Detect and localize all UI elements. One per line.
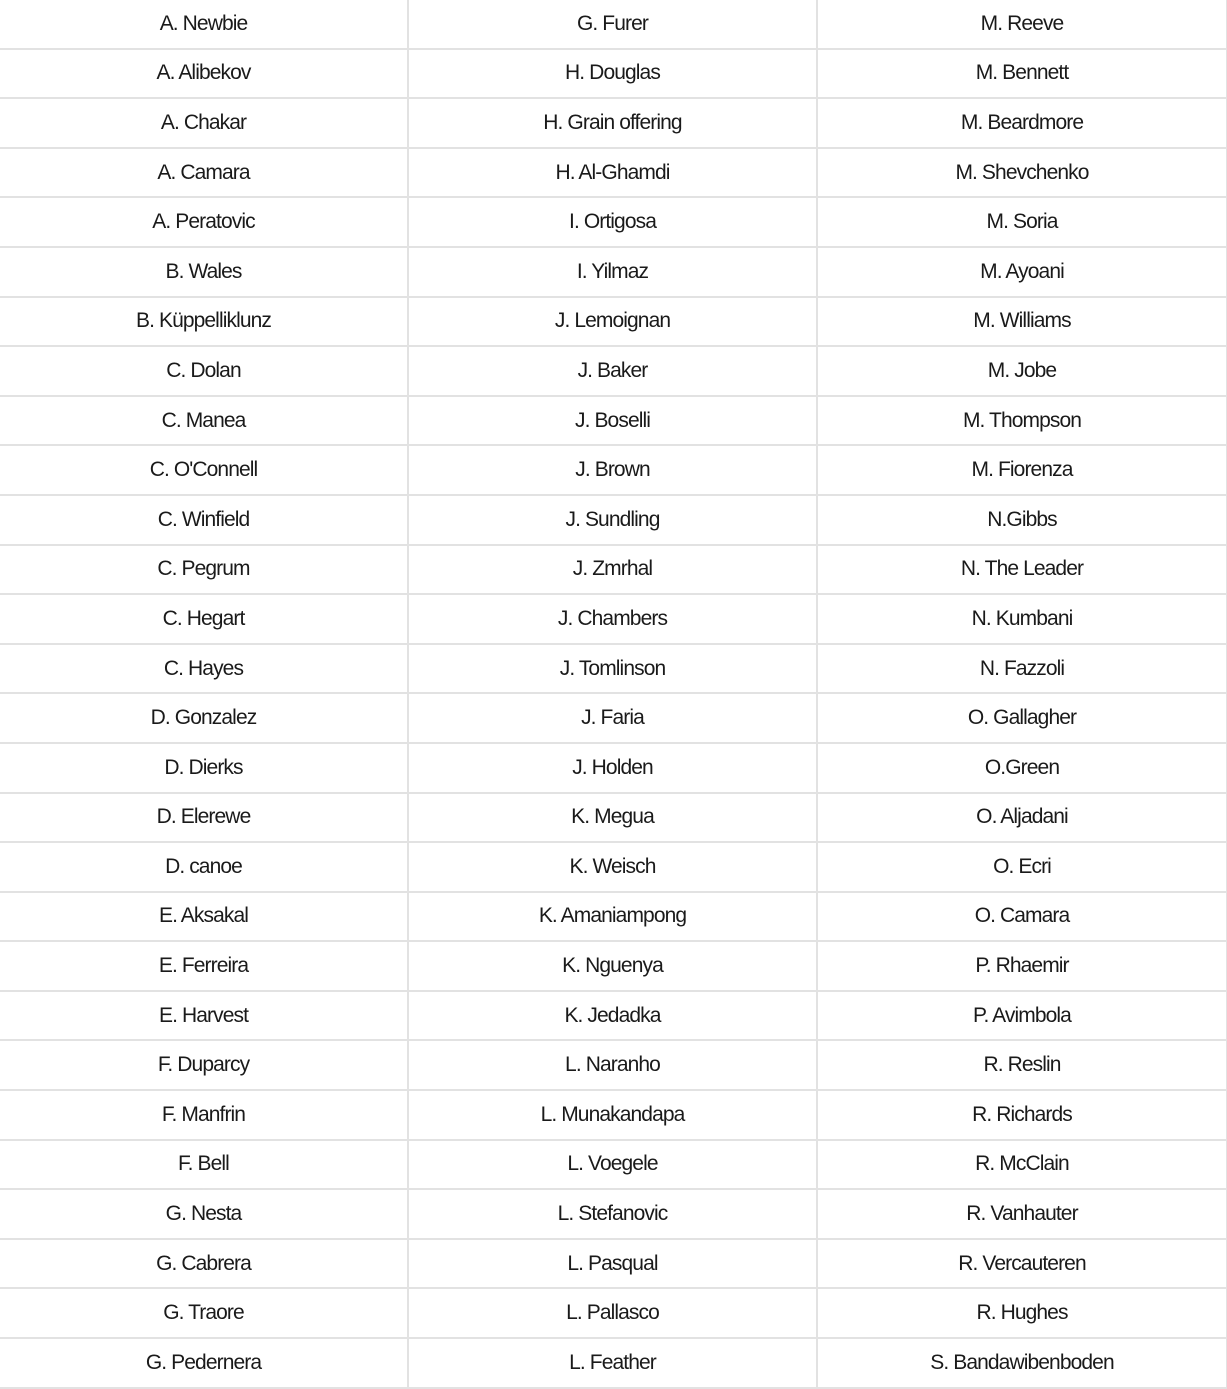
table-row	[0, 247, 1227, 297]
name-cell: M. Bennett	[817, 49, 1227, 99]
name-cell: E. Aksakal	[0, 892, 408, 942]
name-cell: F. Bell	[0, 1140, 408, 1190]
table-row	[0, 1288, 1227, 1338]
name-cell: D. Dierks	[0, 743, 408, 793]
name-cell: M. Soria	[817, 197, 1227, 247]
name-cell: G. Pedernera	[0, 1338, 408, 1388]
name-cell: G. Cabrera	[0, 1239, 408, 1289]
table-row	[0, 892, 1227, 942]
name-cell: R. Vercauteren	[817, 1239, 1227, 1289]
name-cell: O. Gallagher	[817, 693, 1227, 743]
name-cell: O. Ecri	[817, 842, 1227, 892]
name-cell: M. Beardmore	[817, 98, 1227, 148]
name-cell: O. Camara	[817, 892, 1227, 942]
name-cell: L. Naranho	[408, 1040, 817, 1090]
name-cell: C. Hegart	[0, 594, 408, 644]
name-cell: J. Zmrhal	[408, 545, 817, 595]
name-cell: B. Küppelliklunz	[0, 297, 408, 347]
name-cell: G. Furer	[408, 0, 817, 49]
name-cell: C. Dolan	[0, 346, 408, 396]
table-row	[0, 197, 1227, 247]
table-row	[0, 941, 1227, 991]
name-cell: M. Ayoani	[817, 247, 1227, 297]
name-cell: L. Voegele	[408, 1140, 817, 1190]
name-cell: D. canoe	[0, 842, 408, 892]
name-cell: M. Fiorenza	[817, 445, 1227, 495]
table-row	[0, 693, 1227, 743]
name-cell: P. Rhaemir	[817, 941, 1227, 991]
name-cell: J. Boselli	[408, 396, 817, 446]
name-cell: M. Shevchenko	[817, 148, 1227, 198]
table-row	[0, 1239, 1227, 1289]
name-cell: F. Manfrin	[0, 1090, 408, 1140]
name-cell: L. Pasqual	[408, 1239, 817, 1289]
name-cell: F. Duparcy	[0, 1040, 408, 1090]
table-row	[0, 1040, 1227, 1090]
name-cell: J. Tomlinson	[408, 644, 817, 694]
name-cell: C. Hayes	[0, 644, 408, 694]
name-cell: L. Munakandapa	[408, 1090, 817, 1140]
name-cell: J. Baker	[408, 346, 817, 396]
name-cell: O. Aljadani	[817, 793, 1227, 843]
name-cell: D. Elerewe	[0, 793, 408, 843]
table-row	[0, 148, 1227, 198]
name-cell: R. Richards	[817, 1090, 1227, 1140]
name-cell: L. Stefanovic	[408, 1189, 817, 1239]
name-cell: M. Jobe	[817, 346, 1227, 396]
name-cell: K. Weisch	[408, 842, 817, 892]
table-row	[0, 842, 1227, 892]
name-cell: H. Grain offering	[408, 98, 817, 148]
table-row	[0, 98, 1227, 148]
name-cell: C. Winfield	[0, 495, 408, 545]
table-row	[0, 49, 1227, 99]
name-cell: A. Peratovic	[0, 197, 408, 247]
name-cell: I. Yilmaz	[408, 247, 817, 297]
table-row	[0, 396, 1227, 446]
name-cell: H. Douglas	[408, 49, 817, 99]
name-cell: R. Reslin	[817, 1040, 1227, 1090]
name-cell: J. Sundling	[408, 495, 817, 545]
name-cell: N. Fazzoli	[817, 644, 1227, 694]
name-cell: D. Gonzalez	[0, 693, 408, 743]
name-cell: B. Wales	[0, 247, 408, 297]
name-cell: R. Vanhauter	[817, 1189, 1227, 1239]
name-cell: P. Avimbola	[817, 991, 1227, 1041]
name-cell: J. Chambers	[408, 594, 817, 644]
name-cell: H. Al-Ghamdi	[408, 148, 817, 198]
name-cell: S. Bandawibenboden	[817, 1338, 1227, 1388]
name-cell: K. Megua	[408, 793, 817, 843]
name-cell: A. Newbie	[0, 0, 408, 49]
name-cell: L. Pallasco	[408, 1288, 817, 1338]
name-cell: M. Williams	[817, 297, 1227, 347]
name-cell: G. Nesta	[0, 1189, 408, 1239]
name-cell: J. Faria	[408, 693, 817, 743]
table-row	[0, 297, 1227, 347]
name-cell: N. Kumbani	[817, 594, 1227, 644]
name-cell: E. Harvest	[0, 991, 408, 1041]
name-cell: L. Feather	[408, 1338, 817, 1388]
name-cell: C. Manea	[0, 396, 408, 446]
name-cell: N.Gibbs	[817, 495, 1227, 545]
name-cell: K. Nguenya	[408, 941, 817, 991]
name-cell: M. Thompson	[817, 396, 1227, 446]
table-row	[0, 594, 1227, 644]
name-cell: A. Camara	[0, 148, 408, 198]
name-cell: K. Amaniampong	[408, 892, 817, 942]
name-cell: R. McClain	[817, 1140, 1227, 1190]
name-cell: M. Reeve	[817, 0, 1227, 49]
name-cell: R. Hughes	[817, 1288, 1227, 1338]
name-cell: A. Alibekov	[0, 49, 408, 99]
table-row	[0, 495, 1227, 545]
name-cell: N. The Leader	[817, 545, 1227, 595]
table-row	[0, 1338, 1227, 1388]
name-cell: C. O'Connell	[0, 445, 408, 495]
table-row	[0, 743, 1227, 793]
table-row	[0, 644, 1227, 694]
name-cell: C. Pegrum	[0, 545, 408, 595]
name-cell: J. Holden	[408, 743, 817, 793]
name-cell: K. Jedadka	[408, 991, 817, 1041]
table-row	[0, 793, 1227, 843]
table-row	[0, 445, 1227, 495]
name-cell: O.Green	[817, 743, 1227, 793]
table-row	[0, 1140, 1227, 1190]
table-row	[0, 991, 1227, 1041]
table-row	[0, 1189, 1227, 1239]
table-row	[0, 1090, 1227, 1140]
name-cell: J. Lemoignan	[408, 297, 817, 347]
name-cell: G. Traore	[0, 1288, 408, 1338]
name-cell: E. Ferreira	[0, 941, 408, 991]
name-cell: J. Brown	[408, 445, 817, 495]
table-row	[0, 0, 1227, 49]
table-row	[0, 545, 1227, 595]
name-cell: I. Ortigosa	[408, 197, 817, 247]
name-cell: A. Chakar	[0, 98, 408, 148]
table-row	[0, 346, 1227, 396]
